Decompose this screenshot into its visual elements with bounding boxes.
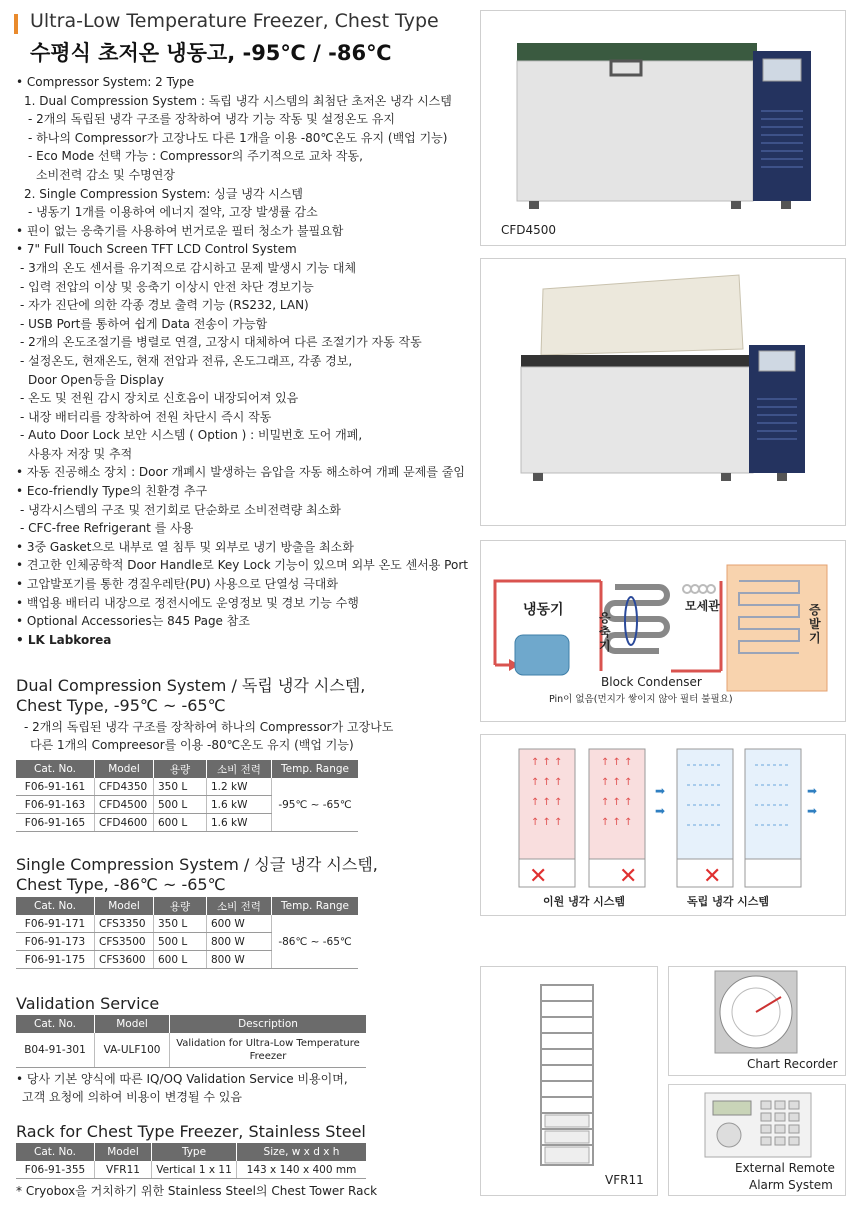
alarm-caption-line-2: Alarm System [749, 1178, 833, 1192]
freezer-closed-illustration [481, 11, 845, 245]
validation-table [16, 1015, 366, 1068]
col-power: 소비 전력 [207, 897, 272, 915]
label-compressor: 냉동기 [523, 602, 564, 618]
cascade-unit-1 [519, 749, 575, 889]
cell-type: Vertical 1 x 11 [152, 1161, 237, 1179]
cell-cat-no: F06-91-161 [16, 778, 95, 796]
col-power: 소비 전력 [207, 760, 272, 778]
validation-note-2: 고객 요청에 의하여 비용이 변경될 수 있음 [22, 1090, 242, 1104]
label-condenser: 응축기 [599, 611, 611, 653]
caster [721, 473, 731, 481]
cell-capacity: 500 L [154, 933, 207, 951]
rack-caption: VFR11 [605, 1173, 644, 1187]
svg-text:➡: ➡ [655, 784, 666, 798]
svg-text:↑ ↑ ↑: ↑ ↑ ↑ [601, 797, 633, 808]
col-model: Model [95, 897, 154, 915]
title-accent-bar [14, 14, 18, 34]
caster [777, 473, 787, 481]
table-header-row [16, 1015, 366, 1033]
caster [781, 201, 791, 209]
cell-power: 1.6 kW [207, 796, 272, 814]
feature-line: • 백업용 배터리 내장으로 정전시에도 운영정보 및 경보 기능 수행 [16, 595, 359, 610]
feature-line: • 핀이 없는 응축기를 사용하여 번거로운 필터 청소가 불필요함 [16, 223, 344, 238]
cell-cat-no: F06-91-175 [16, 951, 95, 969]
feature-line: - 하나의 Compressor가 고장나도 다른 1개을 이용 -80℃온도 유지 (백업 기능) [28, 130, 448, 145]
external-alarm-panel [668, 1084, 846, 1196]
cell-description [170, 1033, 367, 1068]
cell-power: 800 W [207, 951, 272, 969]
dual-section-title-2: Chest Type, -95℃ ~ -65℃ [16, 696, 226, 715]
chart-recorder-caption: Chart Recorder [747, 1057, 838, 1071]
label-capillary: 모세관 [685, 599, 720, 613]
feature-line: • 자동 진공해소 장치 : Door 개폐시 발생하는 음압을 자동 해소하여 개폐 문제를 줄임 [16, 465, 465, 480]
svg-text:✕: ✕ [703, 864, 722, 889]
feature-line: 사용자 저장 및 추적 [28, 446, 133, 461]
feature-line: - 자가 진단에 의한 각종 경보 출력 기능 (RS232, LAN) [20, 298, 309, 313]
feature-line: - 3개의 온도 센서를 유기적으로 감시하고 문제 발생시 기능 대체 [20, 260, 357, 275]
cascade-unit-2 [589, 749, 645, 889]
table-row [16, 1161, 366, 1179]
validation-title: Validation Service [16, 994, 160, 1013]
feature-line: - 내장 배터리를 장착하여 전원 차단시 즉시 작동 [20, 409, 272, 424]
table-header-row [16, 760, 358, 778]
cooling-comparison-illustration [481, 735, 845, 915]
single-section-title-1: Single Compression System / 싱글 냉각 시스템, [16, 855, 378, 874]
cell-temp-range: -95℃ ~ -65℃ [272, 778, 359, 832]
col-model: Model [95, 1015, 170, 1033]
svg-text:↑ ↑ ↑: ↑ ↑ ↑ [601, 757, 633, 768]
single-spec-table [16, 897, 358, 969]
cell-cat-no: F06-91-173 [16, 933, 95, 951]
col-capacity: 용량 [154, 760, 207, 778]
feature-line: 소비전력 감소 및 수명연장 [36, 167, 175, 182]
cooling-comparison-panel [480, 734, 846, 916]
svg-text:↑ ↑ ↑: ↑ ↑ ↑ [601, 777, 633, 788]
feature-line: • 3중 Gasket으로 내부로 열 침투 및 외부로 냉기 방출을 최소화 [16, 539, 354, 554]
cell-capacity: 500 L [154, 796, 207, 814]
description-line-1: Validation for Ultra-Low Temperature [176, 1038, 360, 1049]
cell-model: VFR11 [95, 1161, 152, 1179]
feature-line: - CFC-free Refrigerant 를 사용 [20, 521, 194, 536]
cell-cat-no: F06-91-171 [16, 915, 95, 933]
cfd4500-photo-panel [480, 10, 846, 246]
rack-illustration [481, 967, 657, 1195]
col-cat-no: Cat. No. [16, 760, 95, 778]
label-pin-note: Pin이 없음(먼지가 쌓이지 않아 필터 불필요) [549, 694, 733, 705]
feature-line: - 2개의 온도조절기를 병렬로 연결, 고장시 대체하여 다른 조절기가 자동 작동 [20, 335, 422, 350]
feature-line: 2. Single Compression System: 싱글 냉각 시스템 [24, 186, 304, 201]
label-cascade-system: 이원 냉각 시스템 [543, 895, 626, 908]
freezer-open-lid [541, 275, 743, 355]
col-temp-range: Temp. Range [272, 897, 359, 915]
feature-line: - 냉각시스템의 구조 및 전기회로 단순화로 소비전력량 최소화 [20, 502, 341, 517]
open-freezer-photo-panel [480, 258, 846, 526]
col-size: Size, w x d x h [237, 1143, 367, 1161]
refrigeration-diagram-panel [480, 540, 846, 722]
cell-power: 1.2 kW [207, 778, 272, 796]
label-evaporator: 증발기 [809, 603, 821, 645]
feature-list [16, 73, 486, 649]
chart-recorder-panel [668, 966, 846, 1076]
feature-line: - USB Port를 통하여 쉽게 Data 전송이 가능함 [20, 316, 268, 331]
svg-text:↑ ↑ ↑: ↑ ↑ ↑ [601, 817, 633, 828]
table-header-row [16, 897, 358, 915]
feature-line: - 설정온도, 현재온도, 현재 전압과 전류, 온도그래프, 각종 경보, [20, 353, 353, 368]
page-title-en: Ultra-Low Temperature Freezer, Chest Type [30, 10, 439, 32]
single-section-title-2: Chest Type, -86℃ ~ -65℃ [16, 875, 226, 894]
col-capacity: 용량 [154, 897, 207, 915]
svg-text:✕: ✕ [619, 864, 638, 889]
rack-table [16, 1143, 366, 1179]
cell-model: CFD4350 [95, 778, 154, 796]
table-row [16, 778, 358, 796]
table-row [16, 915, 358, 933]
cfd4500-caption: CFD4500 [501, 223, 557, 237]
cell-cat-no: F06-91-355 [16, 1161, 95, 1179]
alarm-caption-line-1: External Remote [735, 1161, 835, 1175]
cell-temp-range: -86℃ ~ -65℃ [272, 915, 359, 969]
description-line-2: Freezer [249, 1051, 287, 1062]
cell-capacity: 350 L [154, 778, 207, 796]
capillary-tube [683, 585, 715, 593]
freezer-body [517, 61, 753, 201]
cell-cat-no: B04-91-301 [16, 1033, 95, 1068]
feature-line: • Optional Accessories는 845 Page 참조 [16, 614, 250, 629]
svg-text:↑ ↑ ↑: ↑ ↑ ↑ [531, 777, 563, 788]
col-cat-no: Cat. No. [16, 1143, 95, 1161]
feature-line: 1. Dual Compression System : 독립 냉각 시스템의 최첨단 초저온 냉각 시스템 [24, 93, 452, 108]
cell-model: CFS3600 [95, 951, 154, 969]
col-cat-no: Cat. No. [16, 1015, 95, 1033]
cell-cat-no: F06-91-165 [16, 814, 95, 832]
svg-text:↑ ↑ ↑: ↑ ↑ ↑ [531, 817, 563, 828]
cell-power: 800 W [207, 933, 272, 951]
col-description: Description [170, 1015, 367, 1033]
feature-line: - 2개의 독립된 냉각 구조를 장착하여 냉각 기능 작동 및 설정온도 유지 [28, 112, 395, 127]
col-cat-no: Cat. No. [16, 897, 95, 915]
touch-screen [763, 59, 801, 81]
cell-power: 1.6 kW [207, 814, 272, 832]
freezer-body [521, 367, 753, 473]
table-header-row [16, 1143, 366, 1161]
dual-note-1: - 2개의 독립된 냉각 구조를 장착하여 하나의 Compressor가 고장나도 [24, 720, 394, 734]
feature-line: • 7" Full Touch Screen TFT LCD Control System [16, 242, 297, 257]
cell-power: 600 W [207, 915, 272, 933]
col-model: Model [95, 760, 154, 778]
rack-photo-panel [480, 966, 658, 1196]
feature-line: - Eco Mode 선택 가능 : Compressor의 주기적으로 교차 작동, [28, 149, 363, 164]
cell-capacity: 600 L [154, 951, 207, 969]
rack-note: * Cryobox을 거치하기 위한 Stainless Steel의 Chest Tower Rack [16, 1184, 378, 1198]
freezer-open-illustration [481, 259, 845, 525]
caster [731, 201, 741, 209]
svg-text:➡: ➡ [655, 804, 666, 818]
feature-line: • Eco-friendly Type의 친환경 추구 [16, 484, 208, 499]
cell-model: VA-ULF100 [95, 1033, 170, 1068]
col-model: Model [95, 1143, 152, 1161]
feature-line: Door Open등을 Display [28, 372, 164, 387]
col-type: Type [152, 1143, 237, 1161]
col-temp-range: Temp. Range [272, 760, 359, 778]
cell-model: CFD4500 [95, 796, 154, 814]
validation-note-1: • 당사 기본 양식에 따른 IQ/OQ Validation Service 비용이며, [16, 1072, 348, 1086]
dual-section-title-1: Dual Compression System / 독립 냉각 시스템, [16, 676, 366, 695]
feature-line: - Auto Door Lock 보안 시스템 ( Option ) : 비밀번호 도어 개폐, [20, 428, 363, 443]
dual-spec-table [16, 760, 358, 832]
svg-text:✕: ✕ [529, 864, 548, 889]
caster [533, 473, 543, 481]
touch-screen [759, 351, 795, 371]
compressor-icon [515, 635, 569, 675]
svg-text:↑ ↑ ↑: ↑ ↑ ↑ [531, 757, 563, 768]
cell-model: CFD4600 [95, 814, 154, 832]
feature-line: - 냉동기 1개를 이용하여 에너지 절약, 고장 발생률 감소 [28, 205, 318, 220]
feature-line: - 온도 및 전원 감시 장치로 신호음이 내장되어져 있음 [20, 391, 299, 406]
label-independent-system: 독립 냉각 시스템 [687, 895, 770, 908]
rack-title: Rack for Chest Type Freezer, Stainless Steel [16, 1122, 366, 1141]
brand-line: • LK Labkorea [16, 632, 112, 647]
svg-text:➡: ➡ [807, 804, 818, 818]
page-title-ko: 수평식 초저온 냉동고, -95℃ / -86℃ [30, 41, 392, 65]
svg-text:↑ ↑ ↑: ↑ ↑ ↑ [531, 797, 563, 808]
independent-unit-2 [745, 749, 817, 887]
label-block-condenser: Block Condenser [601, 675, 702, 689]
cell-model: CFS3500 [95, 933, 154, 951]
feature-line: • 고압발포기를 통한 경질우레탄(PU) 사용으로 단열성 극대화 [16, 577, 338, 592]
table-row [16, 1033, 366, 1068]
svg-text:➡: ➡ [807, 784, 818, 798]
feature-line: • 견고한 인체공학적 Door Handle로 Key Lock 기능이 있으며 외부 온도 센서용 Port [16, 558, 468, 573]
cell-capacity: 350 L [154, 915, 207, 933]
independent-unit-1 [655, 749, 733, 889]
cell-cat-no: F06-91-163 [16, 796, 95, 814]
cell-model: CFS3350 [95, 915, 154, 933]
feature-line: - 입력 전압의 이상 및 응축기 이상시 안전 차단 경보기능 [20, 279, 314, 294]
cell-capacity: 600 L [154, 814, 207, 832]
feature-line: • Compressor System: 2 Type [16, 75, 195, 89]
dual-note-2: 다른 1개의 Compreesor를 이용 -80℃온도 유지 (백업 기능) [30, 738, 354, 752]
caster [529, 201, 539, 209]
cell-size: 143 x 140 x 400 mm [237, 1161, 367, 1179]
